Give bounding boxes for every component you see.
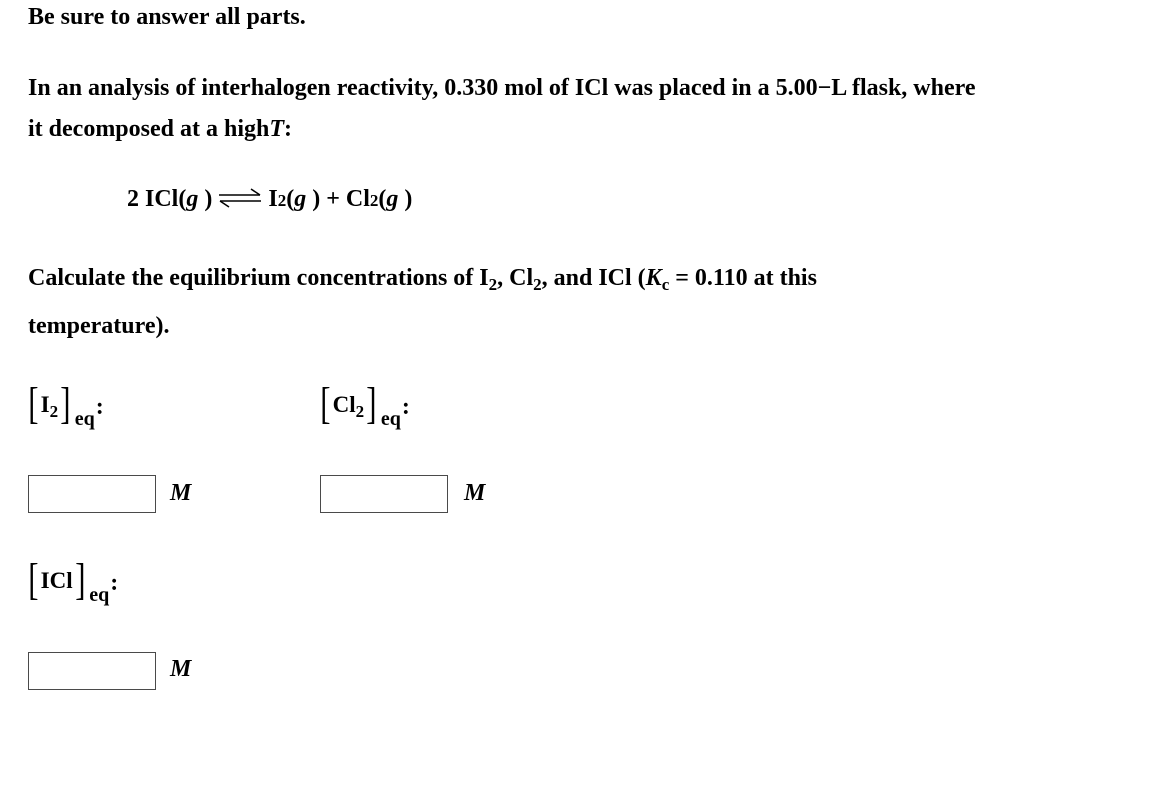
chemical-equation: 2 ICl( g ) I 2 ( g ) + Cl 2 ( g ) (127, 186, 413, 212)
question-sub-2: 2 (533, 275, 542, 294)
question-sub-1: 2 (488, 275, 498, 294)
bracket-close: ] (366, 379, 377, 428)
equation-plus: + (326, 186, 340, 212)
i2-eq-subscript: eq (74, 408, 95, 430)
equation-reactant-state: g (186, 186, 199, 212)
equation-reactant-close: ) (204, 186, 213, 212)
icl-colon: : (110, 570, 119, 596)
question-text-1: Calculate the equilibrium concentrations of I (28, 265, 489, 291)
equation-product-2-open: ( (378, 186, 387, 212)
question-line-2: temperature). (28, 313, 170, 339)
icl-eq-subscript: eq (89, 584, 110, 606)
cl2-concentration-input[interactable] (320, 475, 448, 513)
bracket-close: ] (60, 379, 71, 428)
kc-subscript: c (661, 275, 670, 294)
problem-line-2-text: it decomposed at a high (28, 116, 270, 142)
problem-line-2-colon: : (284, 116, 293, 142)
equation-product-1: I (268, 186, 278, 212)
question-text-4: = 0.110 at this (669, 265, 817, 291)
equation-product-1-open: ( (286, 186, 295, 212)
equation-product-2: Cl (345, 186, 370, 212)
i2-species: I (40, 392, 50, 417)
icl-species: ICl (40, 568, 73, 593)
cl2-eq-label (318, 379, 410, 431)
cl2-eq-subscript: eq (380, 408, 401, 430)
cl2-species-subscript: 2 (355, 402, 365, 421)
equation-product-2-close: ) (404, 186, 413, 212)
question-text-3: , and ICl ( (541, 265, 646, 291)
icl-eq-label (26, 555, 119, 607)
i2-eq-label (26, 379, 104, 431)
question-text-2: , Cl (497, 265, 534, 291)
cl2-species: Cl (332, 392, 356, 417)
question-line-1 (28, 265, 817, 292)
i2-species-subscript: 2 (49, 402, 59, 421)
i2-unit: M (170, 480, 192, 506)
equation-product-1-state: g (294, 186, 307, 212)
bracket-open: [ (28, 555, 39, 604)
instructions-text: Be sure to answer all parts. (28, 4, 306, 30)
problem-line-2 (28, 116, 292, 143)
i2-colon: : (95, 394, 104, 420)
equation-coefficient: 2 (127, 186, 139, 212)
cl2-unit: M (464, 480, 486, 506)
i2-concentration-input[interactable] (28, 475, 156, 513)
problem-line-1: In an analysis of interhalogen reactivity, 0.330 mol of ICl was placed in a 5.00−L flask, where (28, 75, 976, 101)
temperature-variable: T (269, 116, 285, 142)
bracket-open: [ (28, 379, 39, 428)
equation-product-1-close: ) (312, 186, 321, 212)
kc-variable: K (645, 265, 662, 291)
equilibrium-arrows-icon (218, 188, 262, 208)
icl-concentration-input[interactable] (28, 652, 156, 690)
icl-unit: M (170, 656, 192, 682)
cl2-colon: : (401, 394, 410, 420)
equation-product-2-state: g (386, 186, 399, 212)
bracket-close: ] (74, 555, 86, 604)
bracket-open: [ (320, 379, 331, 428)
equation-reactant: ICl( (145, 186, 187, 212)
